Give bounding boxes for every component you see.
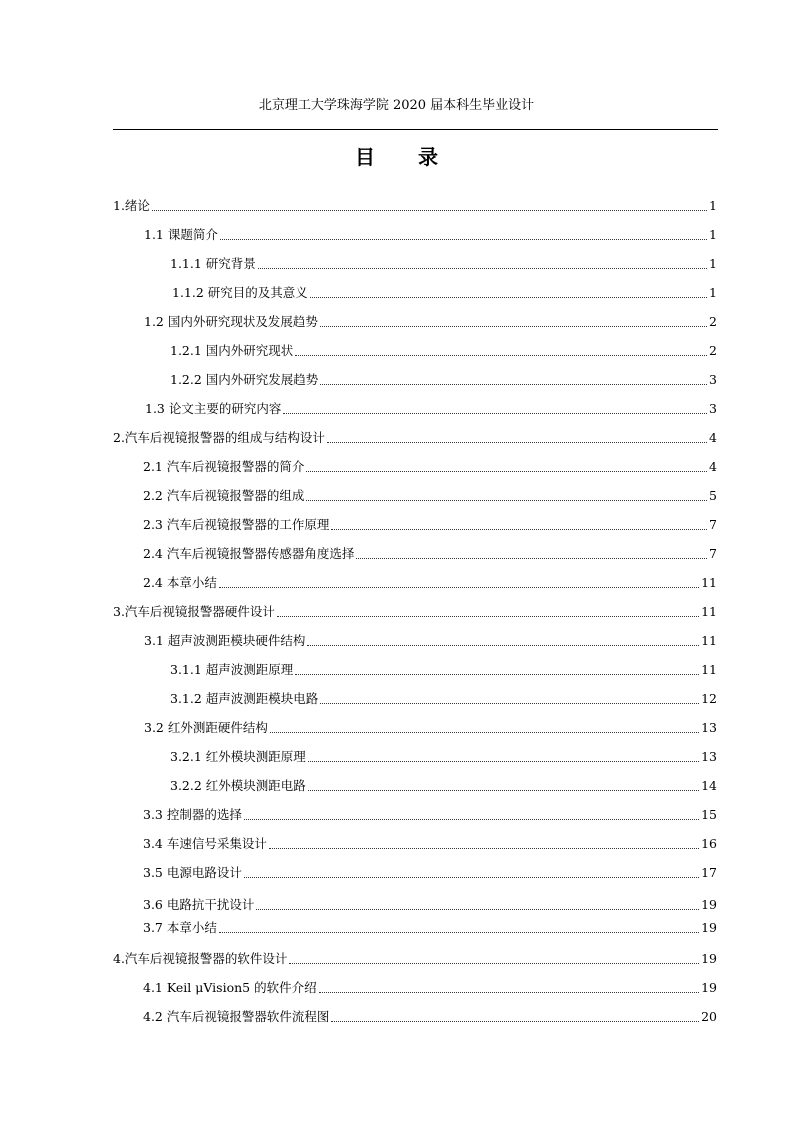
toc-leader-dots xyxy=(289,963,699,964)
toc-leader-dots xyxy=(306,471,707,472)
toc-entry-label: 3.3 控制器的选择 xyxy=(143,807,242,822)
page-header: 北京理工大学珠海学院 2020 届本科生毕业设计 xyxy=(258,98,535,113)
toc-leader-dots xyxy=(295,674,699,675)
toc-leader-dots xyxy=(310,297,707,298)
toc-entry[interactable] xyxy=(170,690,717,708)
toc-leader-dots xyxy=(270,732,699,733)
toc-entry[interactable] xyxy=(145,400,717,418)
toc-entry[interactable] xyxy=(143,835,717,853)
toc-entry-label: 1.1 课题简介 xyxy=(144,227,218,242)
toc-entry-label: 1.2.1 国内外研究现状 xyxy=(170,343,294,358)
toc-entry-label: 3.5 电源电路设计 xyxy=(143,865,242,880)
toc-entry[interactable] xyxy=(144,226,717,244)
toc-leader-dots xyxy=(320,384,707,385)
toc-entry-label: 2.4 汽车后视镜报警器传感器角度选择 xyxy=(143,546,355,561)
toc-entry-page: 13 xyxy=(701,720,717,735)
toc-leader-dots xyxy=(244,877,699,878)
toc-entry[interactable] xyxy=(143,896,717,914)
toc-entry-label: 1.2 国内外研究现状及发展趋势 xyxy=(144,314,318,329)
toc-leader-dots xyxy=(295,355,707,356)
toc-entry[interactable] xyxy=(144,719,717,737)
toc-entry-page: 16 xyxy=(701,836,717,851)
toc-entry-label: 2.2 汽车后视镜报警器的组成 xyxy=(143,488,305,503)
toc-entry-label: 1.1.2 研究目的及其意义 xyxy=(172,285,308,300)
toc-leader-dots xyxy=(320,703,699,704)
toc-leader-dots xyxy=(331,1021,699,1022)
toc-entry-label: 1.3 论文主要的研究内容 xyxy=(145,401,282,416)
toc-entry-page: 11 xyxy=(701,604,717,619)
toc-leader-dots xyxy=(320,326,707,327)
toc-entry[interactable] xyxy=(170,661,717,679)
toc-entry-label: 1.绪论 xyxy=(113,198,150,213)
toc-entry-page: 1 xyxy=(709,256,717,271)
toc-entry[interactable] xyxy=(143,458,717,476)
toc-title: 目 录 xyxy=(355,145,456,169)
toc-entry-label: 4.2 汽车后视镜报警器软件流程图 xyxy=(143,1009,330,1024)
toc-entry-label: 3.6 电路抗干扰设计 xyxy=(143,897,255,912)
toc-entry-label: 3.2.2 红外模块测距电路 xyxy=(170,778,306,793)
toc-leader-dots xyxy=(256,909,699,910)
toc-leader-dots xyxy=(220,239,707,240)
toc-entry-page: 2 xyxy=(709,343,717,358)
toc-entry-page: 12 xyxy=(701,691,717,706)
toc-entry-label: 4.汽车后视镜报警器的软件设计 xyxy=(113,951,288,966)
toc-entry-label: 2.3 汽车后视镜报警器的工作原理 xyxy=(143,517,330,532)
toc-entry-page: 19 xyxy=(701,897,717,912)
toc-entry-label: 3.汽车后视镜报警器硬件设计 xyxy=(113,604,275,619)
toc-leader-dots xyxy=(283,413,707,414)
toc-entry-label: 4.1 Keil μVision5 的软件介绍 xyxy=(143,980,317,995)
toc-entry-label: 3.2 红外测距硬件结构 xyxy=(144,720,268,735)
toc-entry[interactable] xyxy=(143,864,717,882)
toc-entry-page: 11 xyxy=(701,575,717,590)
toc-leader-dots xyxy=(327,442,707,443)
toc-entry[interactable] xyxy=(113,197,717,215)
toc-entry[interactable] xyxy=(144,313,717,331)
toc-leader-dots xyxy=(308,761,699,762)
toc-entry-page: 4 xyxy=(709,430,717,445)
toc-entry[interactable] xyxy=(143,574,717,592)
toc-entry-page: 11 xyxy=(701,662,717,677)
toc-entry-page: 7 xyxy=(709,517,717,532)
toc-entry-page: 1 xyxy=(709,198,717,213)
toc-entry-page: 1 xyxy=(709,227,717,242)
toc-entry-page: 3 xyxy=(709,401,717,416)
toc-leader-dots xyxy=(152,210,707,211)
header-rule xyxy=(113,129,718,130)
toc-leader-dots xyxy=(258,268,707,269)
toc-entry-page: 1 xyxy=(709,285,717,300)
toc-leader-dots xyxy=(356,558,707,559)
toc-entry[interactable] xyxy=(172,284,717,302)
toc-leader-dots xyxy=(306,500,707,501)
toc-entry[interactable] xyxy=(143,806,717,824)
toc-entry-label: 3.1.2 超声波测距模块电路 xyxy=(170,691,319,706)
toc-entry[interactable] xyxy=(144,632,717,650)
toc-entry[interactable] xyxy=(170,371,717,389)
toc-entry-page: 14 xyxy=(701,778,717,793)
toc-entry-page: 19 xyxy=(701,920,717,935)
toc-entry[interactable] xyxy=(143,979,717,997)
toc-leader-dots xyxy=(219,587,699,588)
toc-leader-dots xyxy=(244,819,699,820)
toc-entry-label: 1.1.1 研究背景 xyxy=(170,256,256,271)
toc-entry-page: 15 xyxy=(701,807,717,822)
toc-entry-page: 20 xyxy=(701,1009,717,1024)
toc-entry-label: 3.1.1 超声波测距原理 xyxy=(170,662,294,677)
toc-entry-page: 3 xyxy=(709,372,717,387)
toc-entry-page: 11 xyxy=(701,633,717,648)
toc-entry-label: 2.1 汽车后视镜报警器的简介 xyxy=(143,459,305,474)
toc-entry-label: 2.4 本章小结 xyxy=(143,575,217,590)
toc-entry-page: 19 xyxy=(701,980,717,995)
toc-leader-dots xyxy=(308,790,699,791)
toc-leader-dots xyxy=(307,645,699,646)
toc-entry-label: 3.1 超声波测距模块硬件结构 xyxy=(144,633,306,648)
toc-entry-page: 7 xyxy=(709,546,717,561)
toc-entry[interactable] xyxy=(170,748,717,766)
toc-entry[interactable] xyxy=(170,255,717,273)
toc-entry[interactable] xyxy=(113,950,717,968)
toc-leader-dots xyxy=(319,992,700,993)
toc-entry-page: 17 xyxy=(701,865,717,880)
toc-entry[interactable] xyxy=(143,487,717,505)
toc-leader-dots xyxy=(269,848,699,849)
toc-leader-dots xyxy=(277,616,699,617)
toc-entry[interactable] xyxy=(113,603,717,621)
toc-entry[interactable] xyxy=(170,342,717,360)
toc-entry[interactable] xyxy=(143,919,717,937)
toc-entry-label: 1.2.2 国内外研究发展趋势 xyxy=(170,372,319,387)
toc-entry-page: 4 xyxy=(709,459,717,474)
toc-entry[interactable] xyxy=(143,516,717,534)
toc-entry[interactable] xyxy=(143,1008,717,1026)
toc-leader-dots xyxy=(331,529,707,530)
toc-entry[interactable] xyxy=(143,545,717,563)
toc-entry-label: 2.汽车后视镜报警器的组成与结构设计 xyxy=(113,430,325,445)
toc-entry-label: 3.7 本章小结 xyxy=(143,920,217,935)
toc-entry-page: 19 xyxy=(701,951,717,966)
toc-entry[interactable] xyxy=(113,429,717,447)
toc-entry-page: 13 xyxy=(701,749,717,764)
toc-entry[interactable] xyxy=(170,777,717,795)
toc-leader-dots xyxy=(219,932,699,933)
toc-entry-label: 3.4 车速信号采集设计 xyxy=(143,836,267,851)
toc-entry-page: 5 xyxy=(709,488,717,503)
toc-entry-page: 2 xyxy=(709,314,717,329)
toc-entry-label: 3.2.1 红外模块测距原理 xyxy=(170,749,306,764)
